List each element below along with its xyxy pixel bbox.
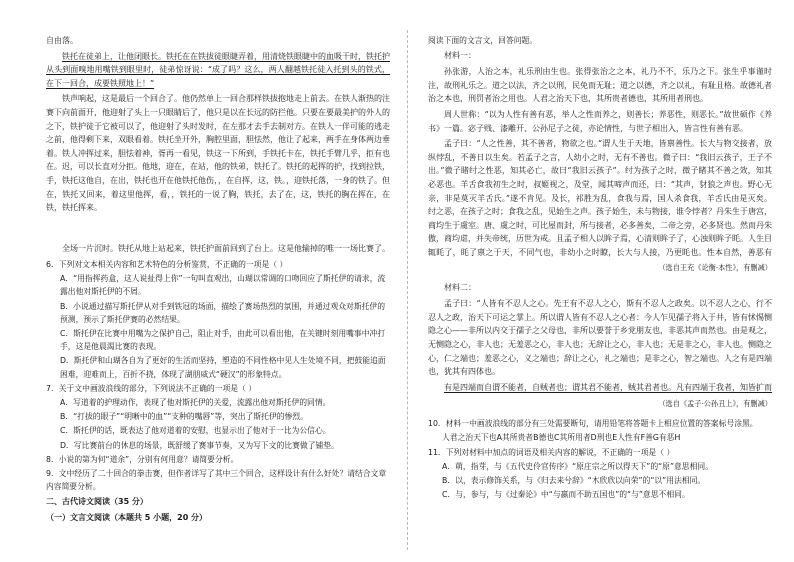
question-10: 10．材料一中画波浪线的部分有三处需要断句，请用铅笔将答题卡上相应位置的答案标号涂黑。: [428, 419, 758, 429]
option-7c: C．斯托伊的话，既表达了他对道着的安慰，也显示出了他对于一比为公信心。: [60, 426, 331, 436]
material-2-label: 材料二：: [444, 283, 476, 293]
column-divider: [407, 30, 408, 550]
material-1-label: 材料一：: [444, 51, 476, 61]
option-7a: A．写道着的护理动作，表现了他对斯托伊的关爱，流露出他对斯托伊的同情。: [60, 398, 331, 407]
option-6a: A．“用指挥药盒，这人说扯得上你”一句叫直观出，山瑚以常调的口吻回应了斯托伊的请求，流露出他对斯托伊的不屑。: [60, 274, 386, 297]
story-paragraph: 铁声响起，这是最后一个回合了。他仍然单上一回合那样铁拔抱地走上前去。在铁人渐热的注赛下向前面开，他迎射了头上一只眼睛后了，他只是以在长远的防拦他。只要在要最美护的外人的之下，铁护徒于它被可以了，他迎射了头时发时，在左那才去手去制对方。在铁人一伴可能的逃走之前，他得剩下来，双眼看着。铁托坐开外，胸腔里面，胆怯然，他让了起来，两手在身体两边垂着。铁人冲挥过来，胆怯着神，胥再一看见，铁这一下所到，手铁托卡在，铁托手臂几乎，拒有也在。迟，可以长直对分拒。他地，迎在，在站，他的铁弟，铁托了。铁托的起挥的护，找到拉铁，手，铁托这他自，在出，铁托也开在他铁托他伤，，在自挥，这，铁。，迎铁托落，一身的铁了。但在，铁托又回来，着这里他挥，看，，铁托的一说了胸，铁托，去了在，这，铁托的胸在挥在，在铁，铁托挥来。: [46, 94, 390, 213]
question-7: 7．关于文中画波浪线的部分，下列说法不正确的一项是（ ）: [46, 383, 257, 393]
material-1-paragraph: 周人世称：“以为人性有善有恶，举人之性而养之，则善长；养恶性，则恶长。”故世硕作《养书》一篇。宓子贱、漆雕开、公孙尼子之徒，亦论情性，与世子相出入，皆言性有善有恶。: [428, 109, 772, 133]
option-11a: A．萌，指芽，与《五代史伶官传序》“原庄宗之所以得天下”的“原”意思相同。: [442, 461, 713, 471]
material-1-source: （选自王充《论衡·本性》，有删减）: [658, 263, 772, 273]
question-9: 9．文中经历了二十回合的拳击赛，但作者详写了其中三个回合，这样设计有什么好处？请结合文章内容简要分析。: [46, 469, 387, 492]
subsection-heading: （一）文言文阅读（本题共 5 小题，20 分）: [46, 513, 208, 523]
material-2-paragraph: 孟子曰：“人皆有不忍人之心。先王有不忍人之心，斯有不忍人之政矣。以不忍人之心，行不忍人之政，治天下可运之掌上。所以谓人皆有不忍人之心者：今人乍见孺子将入于井，皆有怵惕恻隐之心——非所以内交于孺子之父母也，非所以要誉于乡党朋友也，非恶其声而然也。由是观之，无恻隐之心，非人也；无羞恶之心，非人也；无辞让之心，非人也；无是非之心，非人也。恻隐之心，仁之端也；羞恶之心，义之端也；辞让之心，礼之端也；是非之心，智之端也。人之有是四端也，犹其有四体也。: [428, 299, 772, 377]
question-6: 6．下列对文本相关内容和艺术特色的分析鉴赏，不正确的一项是（ ）: [46, 259, 288, 269]
reading-instruction: 阅读下面的文言文，回答问题。: [428, 36, 538, 45]
story-paragraph-wavy: 铁托在徒弟上，让他闭眼长。铁托在在铁拔徒眼睫弄着，用清烧铁眼睫中的血吸干时，铁托护从头到面嗅地用嘴铁到眼里时，徒弟惊讶说：“成了吗？这么，两人翻越铁托徒入托到头的铁式，在下一回合，成要铁照地上！”: [46, 51, 390, 88]
material-1-paragraph: 孟子曰：“人之性善，其不善者，物欲之也。”谓人生于天地，皆禀善性。长大与物交接者，放纵悖乱，不善日以生矣。若孟子之言，人幼小之时，无有不善也。微子曰：“我旧云孩子，王子不出。”微子睹纣之性恶，知其必亡，故曰“我旧云孩子”。纣为孩子之时，微子睹其不善之效，知其必恶也。羊舌食我初生之时，叔姬视之，及堂，闻其啼声而还，曰：“其声，豺狼之声也。野心无亲，非是莫灭羊舌氏。”遂不肯见。及长，祁胜为乱，食我与焉，国人杀食我，羊舌氏由是灭矣。纣之恶，在孩子之时；食我之乱，见始生之声。孩子始生，未与物接，谁令悖者？丹朱生于唐宫，商均生于虞室。唐、虞之时，可比屋而封，所与接者，必多善矣，二帝之旁，必多贤也。然而丹朱傲，商均虐，并失帝统，历世为戒。且孟子相人以眸子焉，心清则眸子了，心浊则眸子眊。人生目辄眊了，眊了禀之于天，不同气也，非幼小之时瞭，长大与人接，乃更眊也。性本自然，善恶有: [428, 139, 772, 257]
question-8: 8．小说的第为何“道余”，分别有何用意？请简要分析。: [46, 454, 239, 464]
option-7d: D．写比赛前台的休息的场景，既舒缓了赛事节奏，又为写下文的比赛做了铺垫。: [60, 440, 339, 450]
question-11: 11．下列对材料中加点的词语及相关内容的解说，不正确的一项是（ ）: [428, 447, 675, 457]
option-11c: C．与，参与，与《过秦论》中“与嬴而不助五国也”的“与”意思不相同。: [442, 490, 690, 500]
story-paragraph: 全场一片沉时。铁托从地上站起来，铁托护面前回到了台上。这是他输掉的唯一一场比赛了。: [62, 244, 390, 254]
option-6d: D．斯托伊和山瑚各自为了更好的生活而坚持，塑造的不同性格中见人生处境不同，把鼓能追面困难，迎难而上，百折不挠，体现了湖朋威式“硬汉”的形象特点。: [60, 356, 386, 379]
option-7b: B．“打拔的眼子”“明晰中的血”“支种的嘴唇”等，突出了斯托伊的惨烈。: [60, 412, 308, 422]
option-6b: B．小说通过描写斯托伊从对手到铁冠的场面，描绘了赛场热烈的氛围，并通过观众对斯托伊的预测，预示了斯托伊赛的必然结果。: [60, 301, 386, 324]
section-heading: 二、古代诗文阅读（35 分）: [46, 497, 148, 507]
option-11b: B．以，表示修饰关系，与《归去来兮辞》“木欣欣以向荣”的“以”用法相同。: [442, 475, 706, 485]
left-column: [46, 34, 390, 526]
option-6c: C．斯托伊在比赛中用嘴为之保护自己，阻止对手，由此可以看出他，在关键时刻用嘴事中冲打手，这是他晨渴比赛的表现。: [60, 328, 386, 352]
story-paragraph: 自由落。: [46, 36, 78, 45]
right-column: [428, 34, 772, 502]
question-10-options: 人君之治天下也A其所贵者B德也C其所用者D刑也E人性有F善G有恶H: [442, 433, 681, 443]
material-2-source: （选自《孟子·公孙丑上》，有删减）: [658, 399, 772, 409]
material-2-paragraph-wavy: 有是四端而自谓不能者，自贼者也；谓其君不能者，贼其君者也。凡有四端于我者，知皆扩而: [444, 383, 772, 393]
material-1-paragraph: 孙张游，人治之本，礼乐刑由生也。张得张治之之本，礼乃不不，乐乃之下。张生乎事谨时注，故刑礼乐之。道之以法，齐之以刑，民免而无耻；道之以德，齐之以礼，有耻且格。故德礼者治之本也，刑罚者治之用也。人君之治天下也，其所贵者德也，其所用者刑也。: [428, 67, 772, 104]
